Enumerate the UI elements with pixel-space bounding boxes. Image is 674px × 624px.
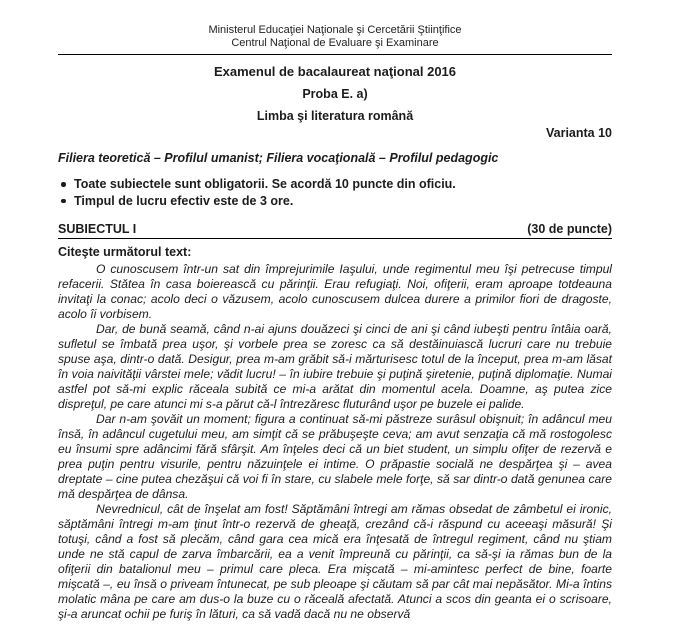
passage-paragraph-3: Dar n-am şovăit un moment; figura a continuat să-mi păstreze surâsul obişnuit; în adâncul meu însă, în adâncul cugetului meu, am simţit că se prăbuşeşte ceva; am avut senzaţia că mă rostogolesc eu însumi spre adâncimi fără sfârşit. Am înţeles deci că un biet student, un simplu ofiţer de rezervă e prea puţin pentru visurile, pentru năzuinţele ei intime. O prăpastie socială ne despărţea şi – avea dreptate – cine putea chezăşui că voi fi în stare, cu slabele mele forţe, să sar dintr-o dată genunea care mă despărţea de dânsa. (58, 412, 612, 501)
ministry-line-1: Ministerul Educaţiei Naţionale şi Cercetării Ştiinţifice (208, 24, 462, 36)
subject-name: Limba şi literatura română (256, 109, 414, 123)
passage-paragraph-4: Nevrednicul, cât de înşelat am fost! Săptămâni întregi am rămas obsedat de zâmbetul ei ironic, săptămâni întregi m-am ţinut într-o rezervă de gheaţă, crezând că-i răspund cu aceeaşi măsură! Şi totuşi, când a fost să plecăm, când gara cea mică era înţesată de întregul regiment, când nu ştiam unde ne stă capul de zarva îmbarcării, ea a venit împreună cu părinţii, ca să-şi ia rămas bun de la ofiţerii din batalionul meu – primul care pleca. Era mişcată – mi-amintesc perfect de bine, foarte mişcată –, eu însă o priveam întunecat, pe sub pleoape şi căutam să par cât mai nepăsător. Mi-a întins molatic mâna pe care am dus-o la buze cu o răceală afectată. Atunci a scos din geanta ei o scrisoare, şi-a aruncat ochii pe furiş în lături, ca să vadă dacă nu ne observă (58, 502, 612, 621)
ministry-header (58, 24, 612, 50)
subject1-points: (30 de puncte) (527, 222, 612, 236)
general-instructions-list (58, 176, 612, 209)
subject1-title: SUBIECTUL I (58, 222, 137, 236)
passage-paragraph-2: Dar, de bună seamă, când n-ai ajuns douăzeci şi cinci de ani şi când iubeşti pentru întâia oară, sufletul se îmbată prea uşor, şi vorbele prea se zoresc ca să destăinuiască lucruri care nu trebuie spuse aşa, dintr-o dată. Desigur, prea m-am grăbit să-i mărturisesc totul de la început, prea m-am lăsat în voia naivităţii vârstei mele; vădit lucru! – în iubire trebuie şi puţină şiretenie, puţină diplomaţie. Numai astfel pot să-mi explic răceala subită ce mi-a arătat din momentul acela. Doamne, aş putea zice dispreţul, pe care atunci mi s-a părut că-l întrezăresc fluturând uşor pe buzele ei palide. (58, 322, 612, 411)
proba-label: Proba E. a) (302, 87, 368, 101)
ministry-line-2: Centrul Naţional de Evaluare şi Examinare (231, 37, 439, 49)
read-text-instruction: Citeşte următorul text: (58, 245, 192, 259)
variant-label: Varianta 10 (545, 126, 612, 140)
subject1-heading-row (58, 222, 612, 239)
track-profile-line: Filiera teoretică – Profilul umanist; Filiera vocaţională – Profilul pedagogic (58, 151, 499, 165)
reading-passage (58, 262, 612, 622)
instruction-item-mandatory: Toate subiectele sunt obligatorii. Se acordă 10 puncte din oficiu. (74, 176, 612, 193)
instruction-item-duration: Timpul de lucru efectiv este de 3 ore. (74, 193, 612, 210)
exam-title: Examenul de bacalaureat naţional 2016 (213, 64, 457, 79)
passage-paragraph-1: O cunoscusem într-un sat din împrejurimile Iaşului, unde regimentul meu îşi petrecuse timpul refacerii. Stătea în casa boierească cu părinţii. Erau refugiaţi. Noi, ofiţerii, eram aproape totdeauna invitaţi la conac; acolo deci o văzusem, acolo cunoscusem dulcea durere a primilor fiori de dragoste, acolo îi vorbisem. (58, 262, 612, 321)
header-divider (58, 54, 612, 55)
